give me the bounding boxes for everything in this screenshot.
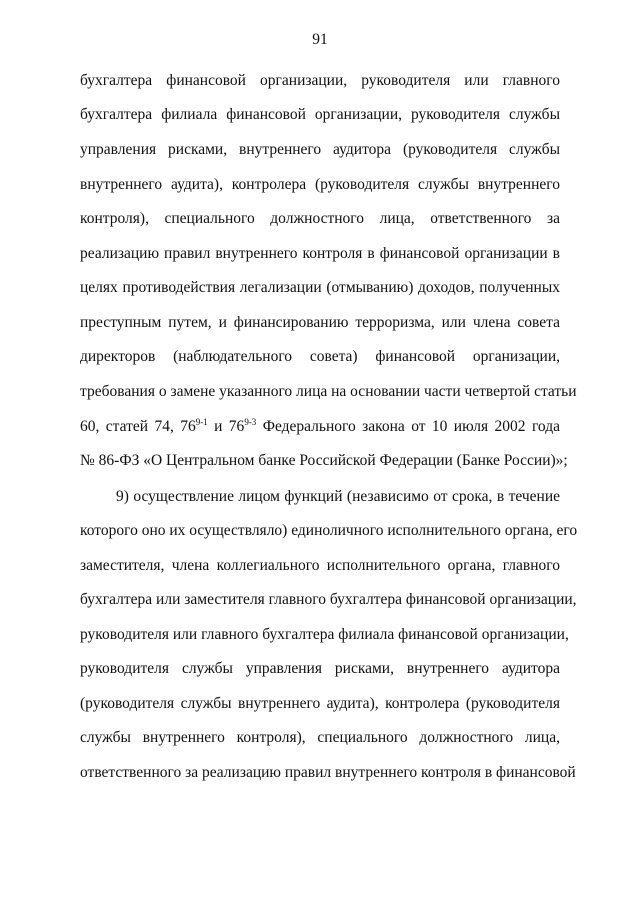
text-line: директоров (наблюдательного совета) финансовой организации, (80, 348, 560, 365)
text-line: руководителя или главного бухгалтера филиала финансовой организации, (80, 626, 569, 643)
text-segment: и 76 (207, 418, 245, 435)
text-line: внутреннего аудита), контролера (руководителя службы внутреннего (80, 176, 560, 193)
text-line: целях противодействия легализации (отмыванию) доходов, полученных (80, 279, 560, 296)
text-segment: Федерального закона от 10 июля 2002 года (256, 418, 560, 435)
text-line: преступным путем, и финансированию терроризма, или члена совета (80, 314, 560, 331)
superscript: 9-1 (195, 416, 208, 427)
text-line: которого оно их осуществляло) единоличного исполнительного органа, его (80, 522, 578, 539)
text-line-with-superscripts (80, 417, 560, 437)
text-line: службы внутреннего контроля), специального должностного лица, (80, 729, 560, 746)
text-line: заместителя, члена коллегиального исполнительного органа, главного (80, 557, 560, 574)
text-line: ответственного за реализацию правил внутреннего контроля в финансовой (80, 764, 576, 781)
text-line: требования о замене указанного лица на основании части четвертой статьи (80, 383, 577, 400)
text-line: бухгалтера или заместителя главного бухгалтера финансовой организации, (80, 591, 577, 608)
text-line: реализацию правил внутреннего контроля в финансовой организации в (80, 245, 560, 262)
text-line: 9) осуществление лицом функций (независимо от срока, в течение (116, 488, 560, 505)
text-line: руководителя службы управления рисками, внутреннего аудитора (80, 660, 560, 677)
text-line: управления рисками, внутреннего аудитора (руководителя службы (80, 141, 560, 158)
text-line: бухгалтера финансовой организации, руководителя или главного (80, 72, 560, 89)
page-number: 91 (312, 31, 328, 48)
text-segment: 60, статей 74, 76 (80, 418, 196, 435)
superscript: 9-3 (244, 416, 257, 427)
text-line: контроля), специального должностного лица, ответственного за (80, 210, 560, 227)
text-line: бухгалтера филиала финансовой организации, руководителя службы (80, 106, 560, 123)
text-line: № 86-ФЗ «О Центральном банке Российской Федерации (Банке России)»; (80, 452, 568, 469)
text-line: (руководителя службы внутреннего аудита), контролера (руководителя (80, 695, 560, 712)
